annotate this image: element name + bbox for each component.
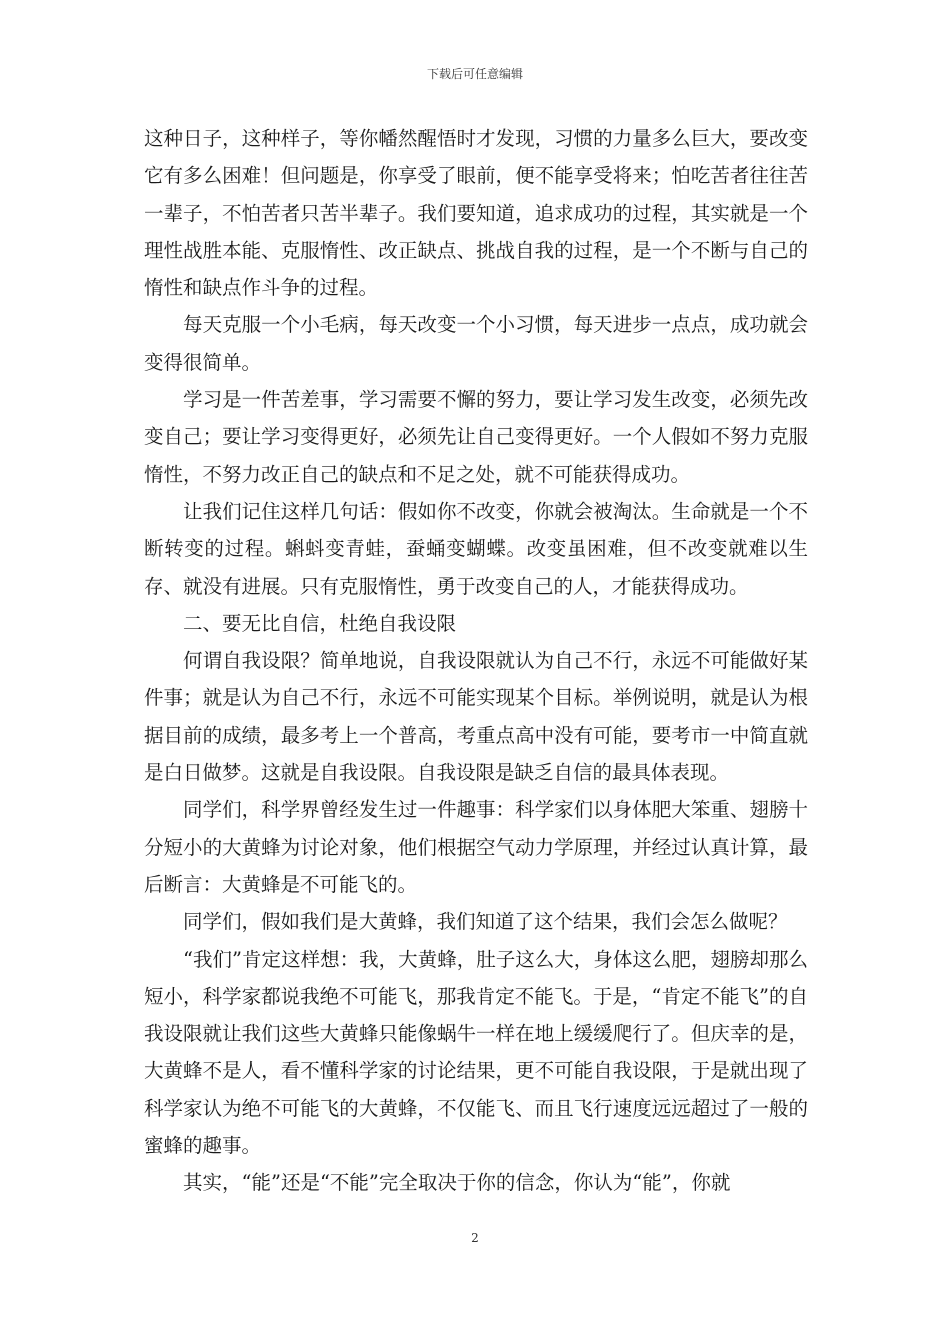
section-heading: 二、要无比自信，杜绝自我设限 [144,611,457,635]
page-header: 下载后可任意编辑 [426,67,523,81]
paragraph: 这种日子，这种样子，等你幡然醒悟时才发现，习惯的力量多么巨大，要改变它有多么困难！但问题是，你享受了眼前，便不能享受将来；怕吃苦者往往苦一辈子，不怕苦者只苦半辈子。我们要知道，追求成功的过程，其实就是一个理性战胜本能、克服惰性、改正缺点、挑战自我的过程，是一个不断与自己的惰性和缺点作斗争的过程。 [144,127,808,300]
paragraph: 何谓自我设限？简单地说，自我设限就认为自己不行，永远不可能做好某件事；就是认为自己不行，永远不可能实现某个目标。举例说明，就是认为根据目前的成绩，最多考上一个普高，考重点高中没有可能，要考市一中简直就是白日做梦。这就是自我设限。自我设限是缺乏自信的最具体表现。 [144,649,808,785]
paragraph: 同学们，假如我们是大黄蜂，我们知道了这个结果，我们会怎么做呢？ [144,910,788,934]
paragraph: 每天克服一个小毛病，每天改变一个小习惯，每天进步一点点，成功就会变得很简单。 [144,313,808,374]
paragraph: 让我们记住这样几句话：假如你不改变，你就会被淘汰。生命就是一个不断转变的过程。蝌蚪变青蛙，蚕蛹变蝴蝶。改变虽困难，但不改变就难以生存、就没有进展。只有克服惰性，勇于改变自己的人，才能获得成功。 [144,499,808,598]
document-body [144,120,808,1202]
paragraph: “我们”肯定这样想：我，大黄蜂，肚子这么大，身体这么肥，翅膀却那么短小，科学家都说我绝不可能飞，那我肯定不能飞。于是，“肯定不能飞”的自我设限就让我们这些大黄蜂只能像蜗牛一样在地上缓缓爬行了。但庆幸的是，大黄蜂不是人，看不懂科学家的讨论结果，更不可能自我设限，于是就出现了科学家认为绝不可能飞的大黄蜂，不仅能飞、而且飞行速度远远超过了一般的蜜蜂的趣事。 [144,947,808,1158]
paragraph: 学习是一件苦差事，学习需要不懈的努力，要让学习发生改变，必须先改变自己；要让学习变得更好，必须先让自己变得更好。一个人假如不努力克服惰性，不努力改正自己的缺点和不足之处，就不可能获得成功。 [144,388,808,486]
paragraph: 同学们，科学界曾经发生过一件趣事：科学家们以身体肥大笨重、翅膀十分短小的大黄蜂为讨论对象，他们根据空气动力学原理，并经过认真计算，最后断言：大黄蜂是不可能飞的。 [144,798,808,896]
page-number: 2 [471,1231,479,1245]
paragraph: 其实，“能”还是“不能”完全取决于你的信念，你认为“能”，你就 [144,1171,731,1195]
